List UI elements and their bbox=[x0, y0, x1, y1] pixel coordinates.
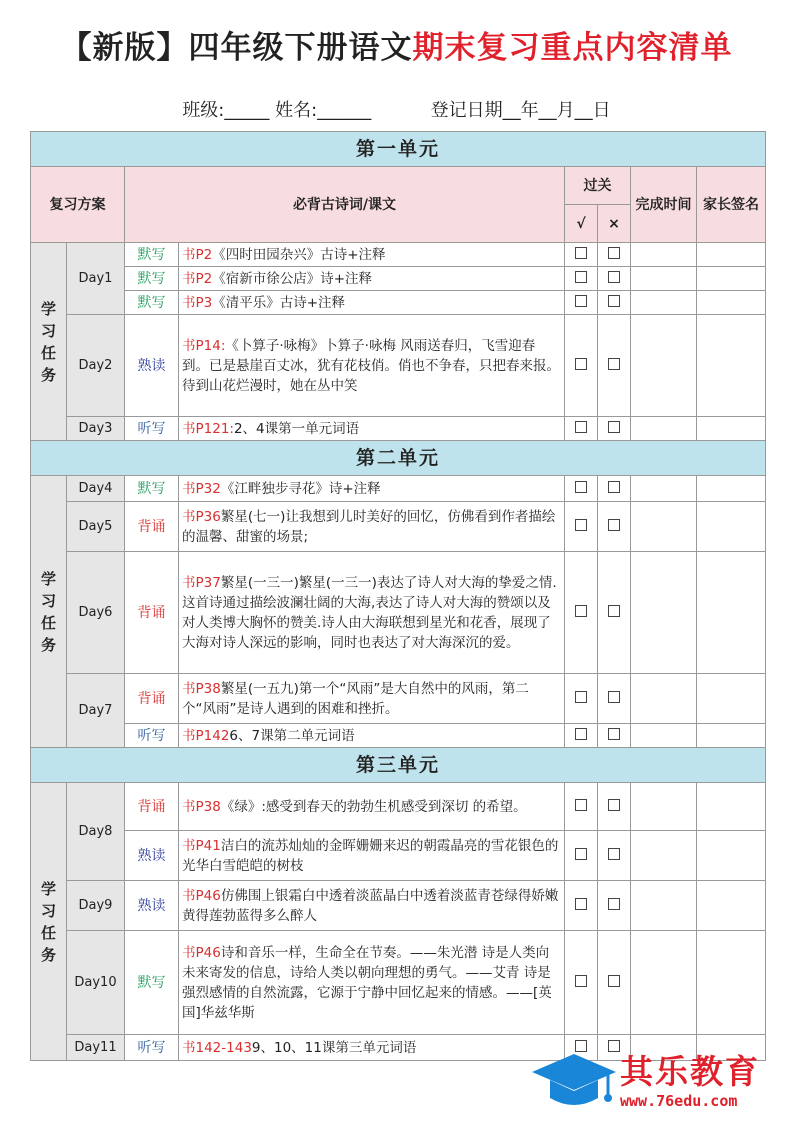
task-action: 背诵 bbox=[125, 502, 179, 552]
day-label: Day7 bbox=[67, 674, 125, 748]
task-action: 熟读 bbox=[125, 315, 179, 417]
task-row bbox=[31, 243, 766, 267]
pass-checkbox[interactable] bbox=[575, 605, 587, 617]
task-row bbox=[31, 552, 766, 674]
task-action: 听写 bbox=[125, 1035, 179, 1061]
done-time-cell[interactable] bbox=[631, 783, 697, 831]
fail-checkbox[interactable] bbox=[608, 481, 620, 493]
header-check: √ bbox=[565, 205, 598, 243]
done-time-cell[interactable] bbox=[631, 931, 697, 1035]
task-text: 诗和音乐一样，生命全在节奏。——朱光潜 诗是人类向未来寄发的信息，诗给人类以朝向理想的勇气。——艾青 诗是强烈感情的自然流露，它源于宁静中回忆起来的情感。——[英国]华兹华斯 bbox=[182, 944, 552, 1021]
fail-checkbox[interactable] bbox=[608, 975, 620, 987]
task-text: 《清平乐》古诗+注释 bbox=[212, 294, 346, 311]
fail-checkbox-cell bbox=[598, 831, 631, 881]
parent-sign-cell[interactable] bbox=[697, 502, 766, 552]
unit-title: 第三单元 bbox=[31, 748, 766, 783]
task-text: 《卜算子·咏梅》卜算子·咏梅 风雨送春归，飞雪迎春到。已是悬崖百丈冰，犹有花枝俏。俏也不争春，只把春来报。待到山花烂漫时，她在丛中笑 bbox=[182, 337, 560, 394]
task-content bbox=[179, 881, 565, 931]
task-text: 6、7课第二单元词语 bbox=[229, 727, 355, 744]
side-label: 学 习 任 务 bbox=[31, 783, 67, 1061]
day-label: Day11 bbox=[67, 1035, 125, 1061]
unit-header-1 bbox=[31, 132, 766, 167]
pass-checkbox-cell bbox=[565, 831, 598, 881]
unit-header-2 bbox=[31, 441, 766, 476]
pass-checkbox[interactable] bbox=[575, 848, 587, 860]
pass-checkbox-cell bbox=[565, 783, 598, 831]
book-page-ref: 书P38 bbox=[182, 680, 221, 697]
task-row bbox=[31, 417, 766, 441]
done-time-cell[interactable] bbox=[631, 674, 697, 724]
done-time-cell[interactable] bbox=[631, 267, 697, 291]
task-content bbox=[179, 291, 565, 315]
book-page-ref: 书P2 bbox=[182, 246, 213, 263]
done-time-cell[interactable] bbox=[631, 724, 697, 748]
task-action: 默写 bbox=[125, 267, 179, 291]
parent-sign-cell[interactable] bbox=[697, 831, 766, 881]
book-page-ref: 书P121: bbox=[182, 420, 234, 437]
fail-checkbox-cell bbox=[598, 291, 631, 315]
fail-checkbox-cell bbox=[598, 417, 631, 441]
pass-checkbox[interactable] bbox=[575, 799, 587, 811]
fail-checkbox-cell bbox=[598, 552, 631, 674]
fail-checkbox-cell bbox=[598, 881, 631, 931]
task-content bbox=[179, 831, 565, 881]
fail-checkbox-cell bbox=[598, 315, 631, 417]
unit-title: 第一单元 bbox=[31, 132, 766, 167]
fail-checkbox[interactable] bbox=[608, 421, 620, 433]
task-row bbox=[31, 291, 766, 315]
fail-checkbox-cell bbox=[598, 931, 631, 1035]
parent-sign-cell[interactable] bbox=[697, 674, 766, 724]
title-part1: 【新版】四年级下册语文 bbox=[60, 30, 413, 66]
fail-checkbox[interactable] bbox=[608, 728, 620, 740]
pass-checkbox-cell bbox=[565, 881, 598, 931]
parent-sign-cell[interactable] bbox=[697, 881, 766, 931]
fail-checkbox[interactable] bbox=[608, 691, 620, 703]
task-row bbox=[31, 267, 766, 291]
fail-checkbox[interactable] bbox=[608, 295, 620, 307]
unit-header-3 bbox=[31, 748, 766, 783]
pass-checkbox-cell bbox=[565, 931, 598, 1035]
task-content bbox=[179, 243, 565, 267]
date-label: 登记日期__年__月__日 bbox=[430, 100, 611, 121]
parent-sign-cell[interactable] bbox=[697, 931, 766, 1035]
header-cross: × bbox=[598, 205, 631, 243]
pass-checkbox[interactable] bbox=[575, 421, 587, 433]
header-pass: 过关 bbox=[565, 167, 631, 205]
done-time-cell[interactable] bbox=[631, 881, 697, 931]
pass-checkbox-cell bbox=[565, 502, 598, 552]
day-label: Day2 bbox=[67, 315, 125, 417]
review-table bbox=[30, 131, 766, 1061]
task-row bbox=[31, 476, 766, 502]
pass-checkbox-cell bbox=[565, 476, 598, 502]
fail-checkbox-cell bbox=[598, 243, 631, 267]
day-label: Day8 bbox=[67, 783, 125, 881]
fail-checkbox-cell bbox=[598, 724, 631, 748]
task-row bbox=[31, 724, 766, 748]
brand-url: www.76edu.com bbox=[620, 1092, 738, 1110]
pass-checkbox-cell bbox=[565, 552, 598, 674]
pass-checkbox[interactable] bbox=[575, 247, 587, 259]
task-content bbox=[179, 552, 565, 674]
parent-sign-cell[interactable] bbox=[697, 267, 766, 291]
done-time-cell[interactable] bbox=[631, 552, 697, 674]
task-action: 听写 bbox=[125, 724, 179, 748]
task-row bbox=[31, 931, 766, 1035]
pass-checkbox[interactable] bbox=[575, 898, 587, 910]
task-text: 《绿》:感受到春天的勃勃生机感受到深切 的希望。 bbox=[220, 798, 527, 815]
fail-checkbox[interactable] bbox=[608, 358, 620, 370]
task-action: 背诵 bbox=[125, 674, 179, 724]
page-title bbox=[0, 22, 793, 67]
pass-checkbox[interactable] bbox=[575, 975, 587, 987]
book-page-ref: 书P14: bbox=[182, 337, 226, 354]
done-time-cell[interactable] bbox=[631, 502, 697, 552]
task-content bbox=[179, 476, 565, 502]
fail-checkbox-cell bbox=[598, 267, 631, 291]
task-action: 熟读 bbox=[125, 881, 179, 931]
task-content bbox=[179, 267, 565, 291]
task-content bbox=[179, 931, 565, 1035]
pass-checkbox-cell bbox=[565, 724, 598, 748]
side-label: 学 习 任 务 bbox=[31, 243, 67, 441]
parent-sign-cell[interactable] bbox=[697, 243, 766, 267]
parent-sign-cell[interactable] bbox=[697, 552, 766, 674]
task-text: 《江畔独步寻花》诗+注释 bbox=[220, 480, 381, 497]
task-row bbox=[31, 315, 766, 417]
fail-checkbox[interactable] bbox=[608, 898, 620, 910]
book-page-ref: 书P36 bbox=[182, 508, 221, 525]
unit-body-2 bbox=[31, 476, 766, 748]
task-action: 听写 bbox=[125, 417, 179, 441]
parent-sign-cell[interactable] bbox=[697, 783, 766, 831]
fail-checkbox-cell bbox=[598, 674, 631, 724]
book-page-ref: 书P46 bbox=[182, 944, 221, 961]
task-text: 仿佛围上银霜白中透着淡蓝晶白中透着淡蓝青苍绿得娇嫩黄得莲勃蓝得多么醉人 bbox=[182, 887, 559, 924]
header-done: 完成时间 bbox=[631, 167, 697, 243]
unit-body-1 bbox=[31, 243, 766, 441]
parent-sign-cell[interactable] bbox=[697, 724, 766, 748]
day-label: Day10 bbox=[67, 931, 125, 1035]
task-row bbox=[31, 783, 766, 831]
task-content bbox=[179, 783, 565, 831]
parent-sign-cell[interactable] bbox=[697, 315, 766, 417]
pass-checkbox-cell bbox=[565, 267, 598, 291]
pass-checkbox[interactable] bbox=[575, 358, 587, 370]
task-action: 默写 bbox=[125, 476, 179, 502]
done-time-cell[interactable] bbox=[631, 315, 697, 417]
book-page-ref: 书142-143 bbox=[182, 1039, 252, 1056]
task-text: 《宿新市徐公店》诗+注释 bbox=[212, 270, 373, 287]
day-label: Day4 bbox=[67, 476, 125, 502]
task-row bbox=[31, 831, 766, 881]
pass-checkbox[interactable] bbox=[575, 271, 587, 283]
graduation-cap-icon bbox=[528, 1046, 618, 1112]
pass-checkbox[interactable] bbox=[575, 481, 587, 493]
parent-sign-cell[interactable] bbox=[697, 417, 766, 441]
pass-checkbox-cell bbox=[565, 674, 598, 724]
task-text: 繁星(一三一)繁星(一三一)表达了诗人对大海的挚爱之情.这首诗通过描绘波澜壮阔的大海,表达了诗人对大海的赞颂以及对人类博大胸怀的赞美.诗人由大海联想到星光和花香，展现了大海对诗人深远的影响，同时也表达了对大海深沉的爱。 bbox=[182, 574, 557, 651]
fail-checkbox-cell bbox=[598, 476, 631, 502]
day-label: Day3 bbox=[67, 417, 125, 441]
day-label: Day1 bbox=[67, 243, 125, 315]
side-label: 学 习 任 务 bbox=[31, 476, 67, 748]
book-page-ref: 书P46 bbox=[182, 887, 221, 904]
book-page-ref: 书P37 bbox=[182, 574, 221, 591]
brand-name: 其乐教育 bbox=[620, 1052, 760, 1091]
task-text: 《四时田园杂兴》古诗+注释 bbox=[212, 246, 386, 263]
book-page-ref: 书P142 bbox=[182, 727, 230, 744]
unit-title: 第二单元 bbox=[31, 441, 766, 476]
fail-checkbox[interactable] bbox=[608, 519, 620, 531]
task-action: 熟读 bbox=[125, 831, 179, 881]
task-content bbox=[179, 1035, 565, 1061]
task-action: 背诵 bbox=[125, 552, 179, 674]
header-plan: 复习方案 bbox=[31, 167, 125, 243]
task-action: 默写 bbox=[125, 243, 179, 267]
task-row bbox=[31, 674, 766, 724]
table-header-row bbox=[31, 167, 766, 205]
pass-checkbox-cell bbox=[565, 243, 598, 267]
pass-checkbox[interactable] bbox=[575, 728, 587, 740]
book-page-ref: 书P38 bbox=[182, 798, 221, 815]
done-time-cell[interactable] bbox=[631, 476, 697, 502]
done-time-cell[interactable] bbox=[631, 291, 697, 315]
pass-checkbox-cell bbox=[565, 315, 598, 417]
book-page-ref: 书P3 bbox=[182, 294, 213, 311]
parent-sign-cell[interactable] bbox=[697, 476, 766, 502]
done-time-cell[interactable] bbox=[631, 243, 697, 267]
brand-logo bbox=[528, 1046, 790, 1116]
header-parent: 家长签名 bbox=[697, 167, 766, 243]
fail-checkbox[interactable] bbox=[608, 271, 620, 283]
task-action: 背诵 bbox=[125, 783, 179, 831]
pass-checkbox[interactable] bbox=[575, 691, 587, 703]
task-action: 默写 bbox=[125, 291, 179, 315]
fail-checkbox[interactable] bbox=[608, 848, 620, 860]
pass-checkbox[interactable] bbox=[575, 295, 587, 307]
task-action: 默写 bbox=[125, 931, 179, 1035]
task-content bbox=[179, 417, 565, 441]
task-text: 繁星(一五九)第一个“风雨”是大自然中的风雨，第二个“风雨”是诗人遇到的困难和挫折。 bbox=[182, 680, 529, 717]
done-time-cell[interactable] bbox=[631, 831, 697, 881]
book-page-ref: 书P32 bbox=[182, 480, 221, 497]
pass-checkbox-cell bbox=[565, 291, 598, 315]
task-text: 繁星(七一)让我想到儿时美好的回忆，仿佛看到作者描绘的温馨、甜蜜的场景; bbox=[182, 508, 556, 545]
task-row bbox=[31, 881, 766, 931]
fail-checkbox[interactable] bbox=[608, 605, 620, 617]
parent-sign-cell[interactable] bbox=[697, 291, 766, 315]
fail-checkbox[interactable] bbox=[608, 799, 620, 811]
day-label: Day9 bbox=[67, 881, 125, 931]
fail-checkbox[interactable] bbox=[608, 247, 620, 259]
book-page-ref: 书P41 bbox=[182, 837, 221, 854]
class-label: 班级:_____ bbox=[182, 100, 270, 121]
day-label: Day5 bbox=[67, 502, 125, 552]
task-content bbox=[179, 502, 565, 552]
name-label: 姓名:______ bbox=[275, 100, 372, 121]
fail-checkbox-cell bbox=[598, 502, 631, 552]
pass-checkbox[interactable] bbox=[575, 519, 587, 531]
task-row bbox=[31, 502, 766, 552]
task-text: 2、4课第一单元词语 bbox=[233, 420, 360, 437]
done-time-cell[interactable] bbox=[631, 417, 697, 441]
task-text: 9、10、11课第三单元词语 bbox=[251, 1039, 417, 1056]
title-part2: 期末复习重点内容清单 bbox=[412, 30, 733, 66]
task-content bbox=[179, 674, 565, 724]
pass-checkbox-cell bbox=[565, 417, 598, 441]
book-page-ref: 书P2 bbox=[182, 270, 213, 287]
task-content bbox=[179, 724, 565, 748]
day-label: Day6 bbox=[67, 552, 125, 674]
student-info-line bbox=[0, 96, 793, 122]
fail-checkbox-cell bbox=[598, 783, 631, 831]
task-text: 洁白的流苏灿灿的金晖姗姗来迟的朝霞晶亮的雪花银色的光华白雪皑皑的树枝 bbox=[182, 837, 559, 874]
unit-body-3 bbox=[31, 783, 766, 1061]
header-content: 必背古诗词/课文 bbox=[125, 167, 565, 243]
task-content bbox=[179, 315, 565, 417]
